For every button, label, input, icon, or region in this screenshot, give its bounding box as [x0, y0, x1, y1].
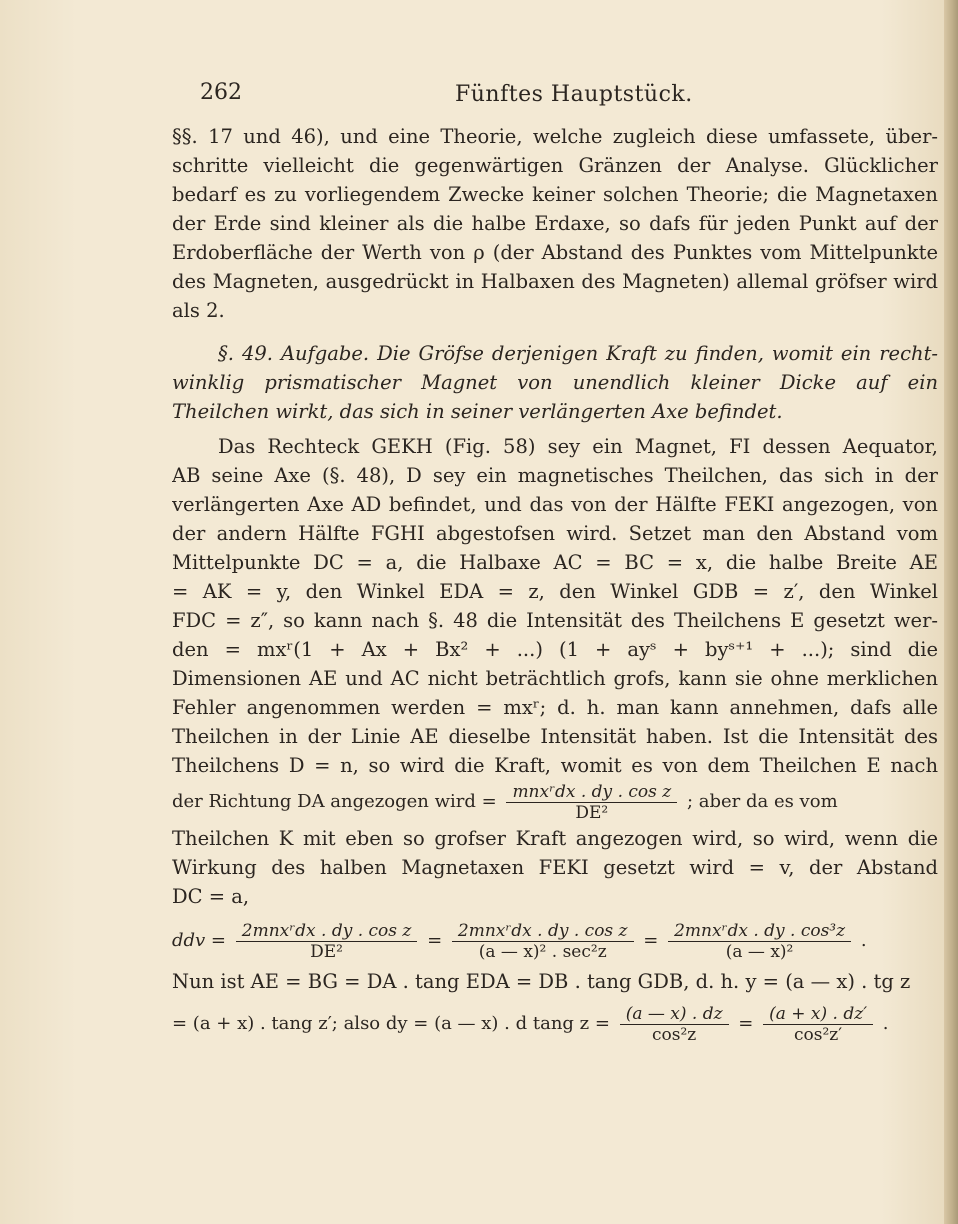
equals-sign: =	[643, 930, 659, 951]
text-line: des Magneten, ausgedrückt in Halbaxen des Magneten) allemal gröfser wird	[172, 270, 938, 293]
fraction-numerator: 2mnxʳdx . dy . cos³z	[668, 921, 851, 942]
page-body	[172, 122, 938, 1046]
paragraph-continuation	[172, 824, 938, 911]
equals-sign: =	[427, 930, 443, 951]
text-line: Theilchen in der Linie AE dieselbe Intensität haben. Ist die Intensität des	[172, 725, 938, 748]
equation-lead: = (a + x) . tang z′; also dy = (a — x) . d tang z =	[172, 1013, 610, 1034]
text-line: Mittelpunkte DC = a, die Halbaxe AC = BC = x, die halbe Breite AE	[172, 551, 938, 574]
fraction	[506, 782, 677, 823]
paragraph-intro	[172, 122, 938, 325]
text-line: Das Rechteck GEKH (Fig. 58) sey ein Magnet, FI dessen Aequator,	[218, 435, 938, 458]
running-title: Fünftes Hauptstück.	[455, 82, 693, 107]
fraction-denominator: DE²	[310, 941, 343, 962]
equation-end: .	[860, 930, 867, 951]
fraction-numerator: (a + x) . dz′	[763, 1004, 873, 1025]
text-line: als 2.	[172, 299, 225, 322]
equation-force	[172, 780, 938, 824]
equation-dy	[172, 1002, 938, 1046]
text-line: Theilchen K mit eben so grofser Kraft angezogen wird, so wird, wenn die	[172, 827, 938, 850]
text-line: der andern Hälfte FGHI abgestofsen wird. Setzet man den Abstand vom	[172, 522, 938, 545]
problem-line: §. 49. Aufgabe. Die Gröfse derjenigen Kraft zu finden, womit ein recht-	[218, 342, 938, 365]
section-49-problem	[172, 339, 938, 426]
text-line: bedarf es zu vorliegendem Zwecke keiner solchen Theorie; die Magnetaxen	[172, 183, 938, 206]
equation-trail: ; aber da es vom	[686, 791, 838, 812]
text-line: den = mxʳ(1 + Ax + Bx² + ...) (1 + ayˢ + byˢ⁺¹ + ...); sind die	[172, 638, 938, 661]
fraction-numerator: (a — x) . dz	[620, 1004, 729, 1025]
problem-line: Theilchen wirkt, das sich in seiner verlängerten Axe befindet.	[172, 400, 783, 423]
fraction	[452, 921, 634, 962]
text-line: verlängerten Axe AD befindet, und das von der Hälfte FEKI angezogen, von	[172, 493, 938, 516]
text-line: Wirkung des halben Magnetaxen FEKI gesetzt wird = v, der Abstand	[172, 856, 938, 879]
equation-lhs: ddv =	[172, 930, 227, 951]
text-line: §§. 17 und 46), und eine Theorie, welche zugleich diese umfassete, über-	[172, 125, 938, 148]
page-number: 262	[200, 80, 242, 105]
page-edge	[944, 0, 958, 1224]
paragraph-solution	[172, 432, 938, 780]
text-line: der Erde sind kleiner als die halbe Erdaxe, so dafs für jeden Punkt auf der	[172, 212, 938, 235]
fraction-denominator: (a — x)²	[725, 941, 794, 962]
text-line: DC = a,	[172, 885, 250, 908]
fraction	[620, 1004, 729, 1045]
fraction-denominator: cos²z	[651, 1024, 697, 1045]
equation-end: .	[882, 1013, 889, 1034]
fraction-denominator: cos²z′	[794, 1024, 843, 1045]
fraction	[763, 1004, 873, 1045]
text-line: FDC = z″, so kann nach §. 48 die Intensität des Theilchens E gesetzt wer-	[172, 609, 938, 632]
equation-lead: der Richtung DA angezogen wird =	[172, 791, 497, 812]
text-line: Erdoberfläche der Werth von ρ (der Abstand des Punktes vom Mittelpunkte	[172, 241, 938, 264]
fraction	[236, 921, 418, 962]
equation-line: Nun ist AE = BG = DA . tang EDA = DB . tang GDB, d. h. y = (a — x) . tg z	[172, 970, 911, 993]
text-line: AB seine Axe (§. 48), D sey ein magnetisches Theilchen, das sich in der	[172, 464, 938, 487]
equals-sign: =	[738, 1013, 754, 1034]
equation-ddv	[172, 919, 938, 963]
fraction-numerator: mnxʳdx . dy . cos z	[506, 782, 677, 803]
text-line: Fehler angenommen werden = mxʳ; d. h. man kann annehmen, dafs alle	[172, 696, 938, 719]
fraction-numerator: 2mnxʳdx . dy . cos z	[236, 921, 418, 942]
problem-line: winklig prismatischer Magnet von unendlich kleiner Dicke auf ein	[172, 371, 938, 394]
fraction	[668, 921, 851, 962]
page-header	[0, 80, 958, 116]
fraction-numerator: 2mnxʳdx . dy . cos z	[452, 921, 634, 942]
text-line: = AK = y, den Winkel EDA = z, den Winkel GDB = z′, den Winkel	[172, 580, 938, 603]
fraction-denominator: DE²	[575, 802, 609, 823]
fraction-denominator: (a — x)² . sec²z	[478, 941, 607, 962]
text-line: Dimensionen AE und AC nicht beträchtlich grofs, kann sie ohne merklichen	[172, 667, 938, 690]
text-line: schritte vielleicht die gegenwärtigen Gränzen der Analyse. Glücklicher	[172, 154, 938, 177]
text-line: Theilchens D = n, so wird die Kraft, womit es von dem Theilchen E nach	[172, 754, 938, 777]
